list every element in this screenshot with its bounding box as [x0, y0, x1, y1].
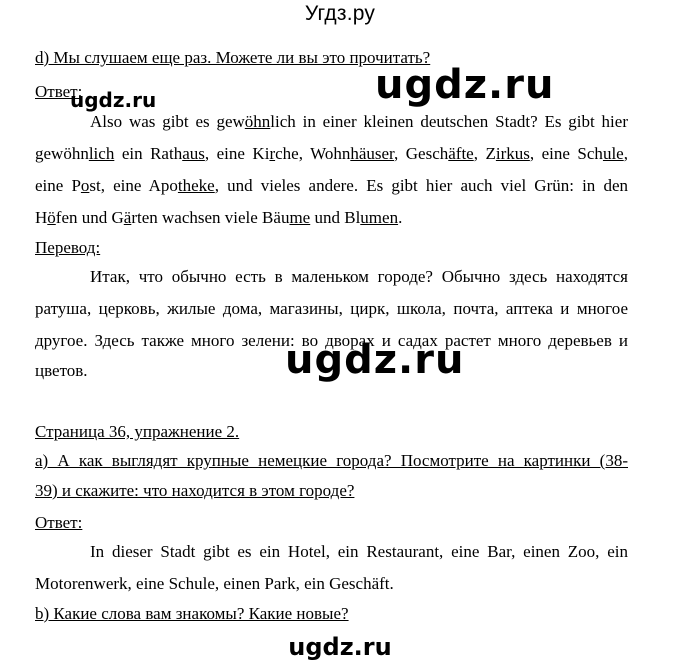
answer-label-1: Ответ:: [35, 82, 83, 101]
watermark-bottom: ugdz.ru: [288, 633, 392, 661]
translation-label: Перевод:: [35, 238, 101, 257]
german-line-2: gewöhnlich ein Rathaus, eine Kirche, Wohnhäuser, Geschäfte, Zirkus, eine Schule,: [35, 144, 628, 163]
page-reference: Страница 36, упражнение 2.: [35, 422, 240, 441]
watermark-top-small: ugdz.ru: [70, 88, 157, 112]
task-a-line-1: а) А как выглядят крупные немецкие города? Посмотрите на картинки (38-: [35, 451, 628, 470]
translation-line-1: Итак, что обычно есть в маленьком городе? Обычно здесь находятся: [90, 267, 628, 286]
answer-line-1: In dieser Stadt gibt es ein Hotel, ein Restaurant, eine Bar, einen Zoo, ein: [90, 542, 628, 561]
translation-line-2: ратуша, церковь, жилые дома, магазины, цирк, школа, почта, аптека и многое: [35, 299, 628, 318]
translation-line-4: цветов.: [35, 361, 88, 380]
site-title: Угдз.ру: [304, 2, 376, 25]
german-line-4: Höfen und Gärten wachsen viele Bäume und Blumen.: [35, 208, 403, 227]
task-a-line-2: 39) и скажите: что находится в этом городе?: [35, 481, 355, 500]
watermark-middle-large: ugdz.ru: [285, 337, 465, 383]
answer-line-2: Motorenwerk, eine Schule, einen Park, ein Geschäft.: [35, 574, 394, 593]
answer-label-2: Ответ:: [35, 513, 83, 532]
german-line-1: Also was gibt es gewöhnlich in einer kleinen deutschen Stadt? Es gibt hier: [90, 112, 628, 131]
german-line-3: eine Post, eine Apotheke, und vieles andere. Es gibt hier auch viel Grün: in den: [35, 176, 628, 195]
translation-line-3: другое. Здесь также много зелени: во дворах и садах растет много деревьев и: [35, 331, 628, 350]
task-b-heading: b) Какие слова вам знакомы? Какие новые?: [35, 604, 349, 623]
task-d-heading: d) Мы слушаем еще раз. Можете ли вы это прочитать?: [35, 48, 431, 67]
watermark-top-large: ugdz.ru: [375, 62, 555, 108]
